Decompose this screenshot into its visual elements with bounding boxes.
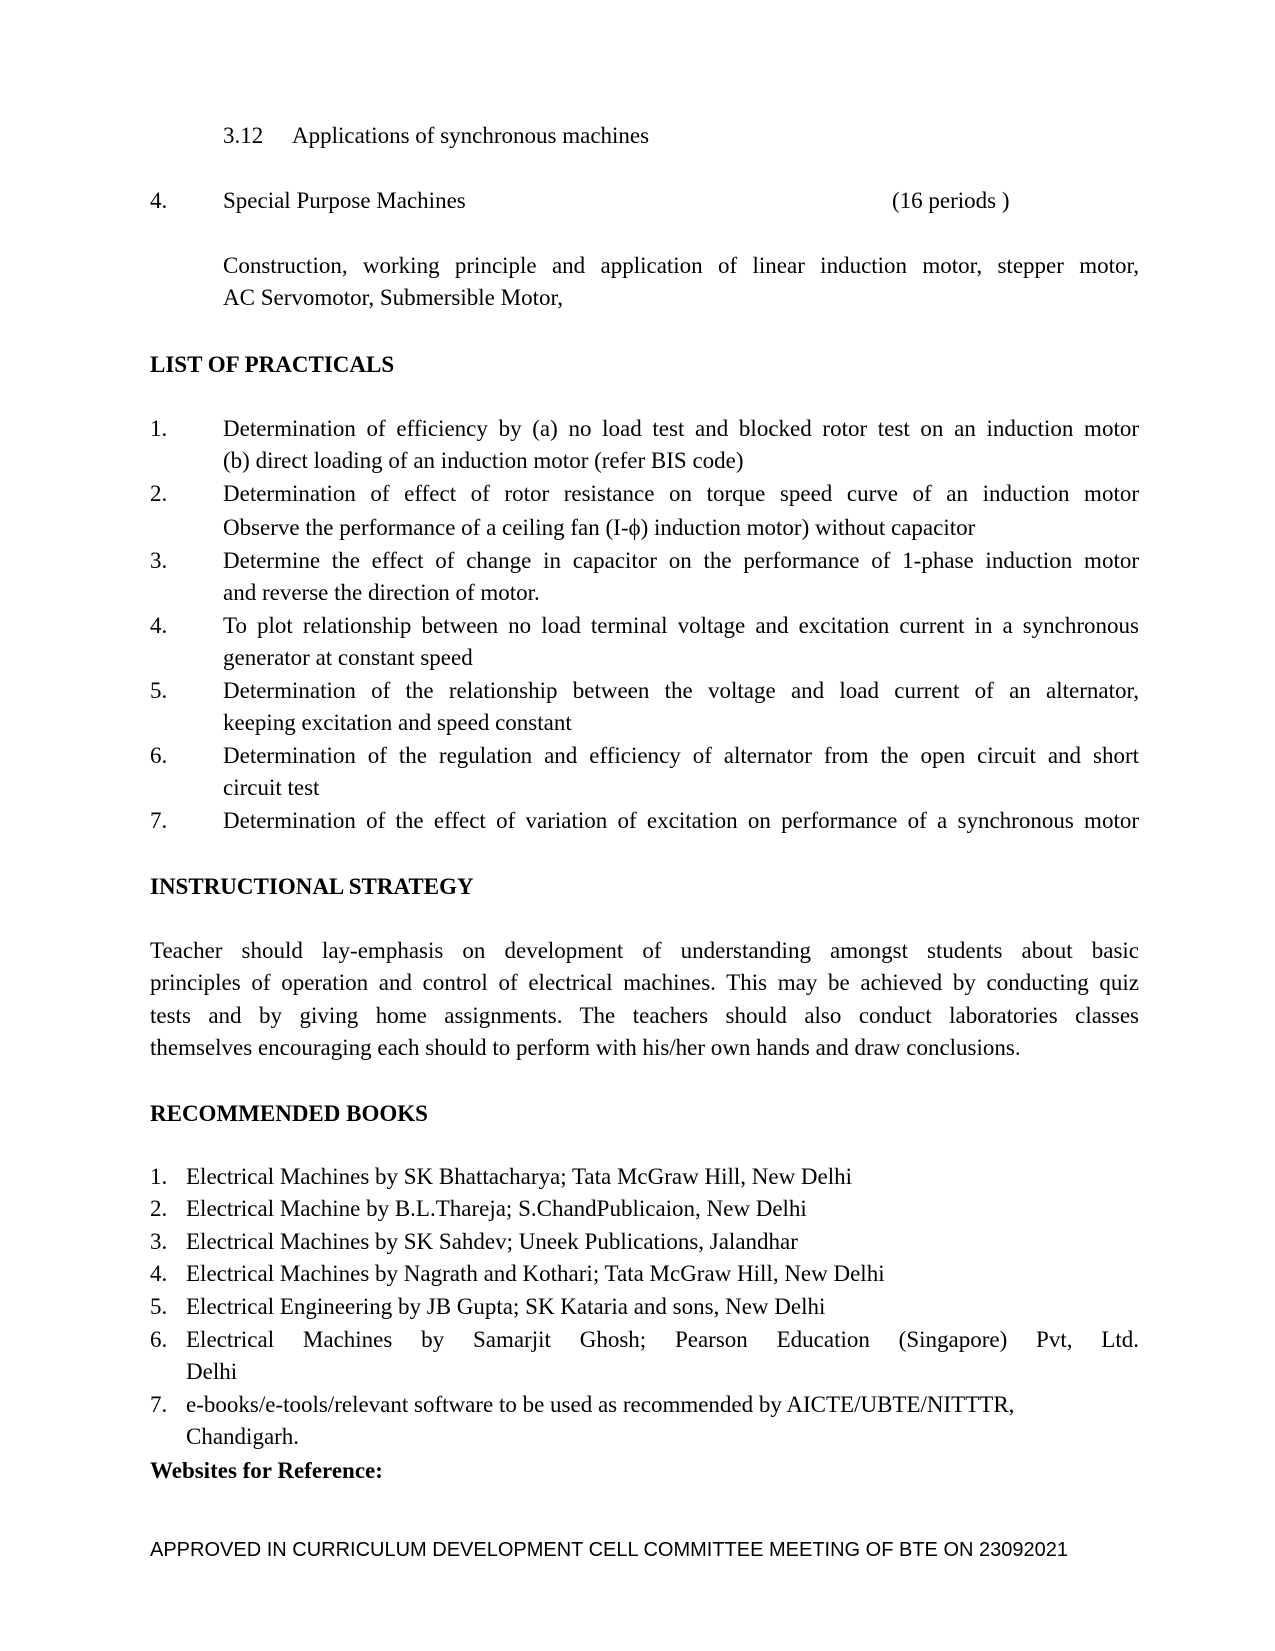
book-line: Electrical Machines by SK Bhattacharya; Tata McGraw Hill, New Delhi [186,1164,853,1189]
practical-number: 1. [150,416,168,441]
websites-heading: Websites for Reference: [150,1458,383,1483]
practical-number: 3. [150,548,168,573]
book-line: e-books/e-tools/relevant software to be used as recommended by AICTE/UBTE/NITTTR, [186,1392,1015,1417]
practical-line: Determination of the effect of variation of excitation on performance of a synchronous motor [223,808,1139,833]
section-4-periods: (16 periods ) [892,188,1010,213]
page-footer: APPROVED IN CURRICULUM DEVELOPMENT CELL COMMITTEE MEETING OF BTE ON 23092021 [150,1539,1068,1561]
section-4-number: 4. [150,188,168,213]
section-3-12-title: Applications of synchronous machines [292,123,650,148]
strategy-line: tests and by giving home assignments. The teachers should also conduct laboratories classes [150,1003,1139,1028]
section-4-title: Special Purpose Machines [223,188,466,213]
book-line: Electrical Machine by B.L.Thareja; S.ChandPublicaion, New Delhi [186,1196,807,1221]
book-line: Electrical Machines by SK Sahdev; Uneek Publications, Jalandhar [186,1229,798,1254]
practical-line: Determine the effect of change in capacitor on the performance of 1-phase induction motor [223,548,1139,573]
strategy-line: themselves encouraging each should to perform with his/her own hands and draw conclusions. [150,1035,1021,1060]
book-number: 4. [150,1261,168,1286]
book-line: Chandigarh. [186,1424,300,1449]
practical-line: and reverse the direction of motor. [223,580,540,605]
book-number: 2. [150,1196,168,1221]
practical-line: Determination of the relationship between the voltage and load current of an alternator, [223,678,1139,703]
book-line: Electrical Engineering by JB Gupta; SK Kataria and sons, New Delhi [186,1294,826,1319]
book-line: Electrical Machines by Samarjit Ghosh; Pearson Education (Singapore) Pvt, Ltd. [186,1327,1139,1352]
books-heading: RECOMMENDED BOOKS [150,1101,428,1126]
practical-line: keeping excitation and speed constant [223,710,572,735]
book-number: 5. [150,1294,168,1319]
practical-number: 2. [150,481,168,506]
practical-number: 6. [150,743,168,768]
practical-line: Observe the performance of a ceiling fan (I-ϕ) induction motor) without capacitor [223,515,976,540]
strategy-line: Teacher should lay-emphasis on development of understanding amongst students about basic [150,938,1139,963]
strategy-heading: INSTRUCTIONAL STRATEGY [150,874,474,899]
practical-line: Determination of the regulation and efficiency of alternator from the open circuit and short [223,743,1139,768]
practical-line: Determination of efficiency by (a) no load test and blocked rotor test on an induction motor [223,416,1139,441]
book-line: Delhi [186,1359,238,1384]
section-3-12-number: 3.12 [223,123,264,148]
practicals-heading: LIST OF PRACTICALS [150,352,395,377]
book-number: 3. [150,1229,168,1254]
practical-number: 7. [150,808,168,833]
strategy-line: principles of operation and control of electrical machines. This may be achieved by conducting quiz [150,970,1139,995]
practical-line: To plot relationship between no load terminal voltage and excitation current in a synchronous [223,613,1139,638]
practical-line: Determination of effect of rotor resistance on torque speed curve of an induction motor [223,481,1139,506]
practical-line: generator at constant speed [223,645,473,670]
book-number: 6. [150,1327,168,1352]
section-4-body-line1: Construction, working principle and application of linear induction motor, stepper motor, [223,253,1139,278]
book-number: 1. [150,1164,168,1189]
practical-number: 4. [150,613,168,638]
book-number: 7. [150,1392,168,1417]
book-line: Electrical Machines by Nagrath and Kothari; Tata McGraw Hill, New Delhi [186,1261,885,1286]
practical-line: (b) direct loading of an induction motor (refer BIS code) [223,448,744,473]
practical-number: 5. [150,678,168,703]
practical-line: circuit test [223,775,320,800]
section-4-body-line2: AC Servomotor, Submersible Motor, [223,285,563,310]
